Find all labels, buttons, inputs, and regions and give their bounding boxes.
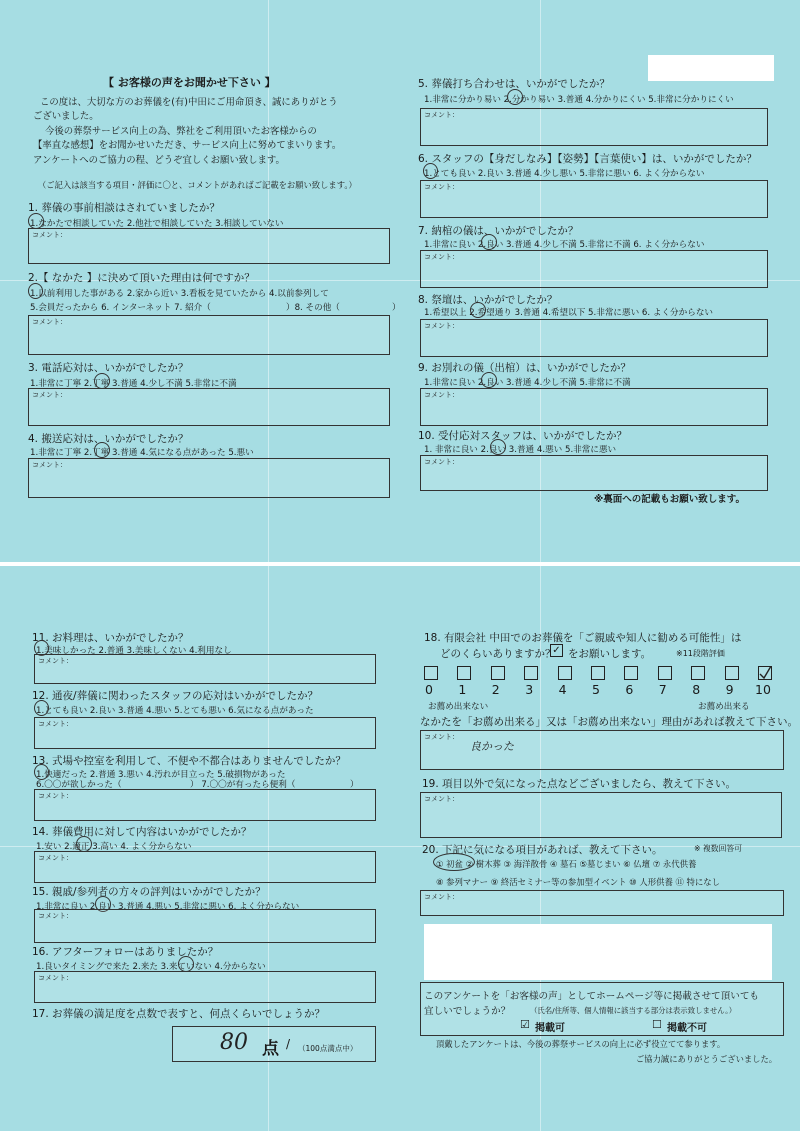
- question-options: ① 初盆 ② 樹木葬 ③ 海洋散骨 ④ 墓石 ⑤墓じまい ⑥ 仏壇 ⑦ 永代供養: [436, 859, 697, 869]
- survey-back-sheet: [0, 566, 800, 1131]
- question-title: 8. 祭壇は、いかがでしたか？: [418, 294, 558, 306]
- publish-question: このアンケートを「お客様の声」としてホームページ等に掲載させて頂いても: [424, 991, 760, 1002]
- comment-box[interactable]: [420, 180, 768, 218]
- question-title: 6. スタッフの【身だしなみ】【姿勢】【言葉使い】は、いかがでしたか？: [418, 153, 757, 165]
- comment-label: コメント：: [424, 322, 459, 330]
- redacted-area: [648, 55, 774, 81]
- intro-line: 【率直な感想】をお聞かせいただき、サービス向上に努めてまいります。: [33, 140, 342, 151]
- reason-answer: 良かった: [470, 740, 514, 753]
- question-options: 1.とても良い 2.良い 3.普通 4.少し悪い 5.非常に悪い 6. よく分からない: [424, 169, 705, 179]
- scale-checkbox-9[interactable]: [725, 666, 739, 680]
- intro-line: この度は、大切な方のお葬儀を(有)中田にご用命頂き、誠にありがとう: [40, 97, 338, 108]
- comment-label: コメント：: [424, 253, 459, 261]
- allow-checkbox[interactable]: ☑: [520, 1018, 530, 1031]
- intro-line: アンケートへのご協力の程、どうぞ宜しくお願い致します。: [33, 155, 285, 166]
- scale-number: 6: [625, 682, 634, 697]
- scale-checkbox-10[interactable]: [758, 666, 772, 680]
- answer-circle: [34, 700, 49, 716]
- question-options: 1.希望以上 2.希望通り 3.普通 4.希望以下 5.非常に悪い 6. よく分からない: [424, 308, 714, 318]
- scale-checkbox-5[interactable]: [591, 666, 605, 680]
- comment-label: コメント：: [424, 391, 459, 399]
- question-title: 2.【 なかた 】に決めて頂いた理由は何ですか？: [28, 272, 255, 284]
- answer-circle: [76, 836, 92, 852]
- question-options: 1.快適だった 2.普通 3.悪い 4.汚れが目立った 5.破損物があった: [36, 770, 286, 780]
- question-title: 15. 親戚/参列者の方々の評判はいかがでしたか？: [32, 886, 266, 898]
- multiple-answer-note: ※ 複数回答可: [694, 844, 742, 853]
- question-title: どのくらいありますか？: [440, 648, 556, 660]
- reason-prompt: なかたを「お薦め出来る」又は「お薦め出来ない」理由があれば教えて下さい。: [420, 716, 798, 728]
- question-options: ⑧ 参列マナー ⑨ 終活セミナー等の参加型イベント ⑩ 人形供養 ⑪ 特になし: [436, 877, 721, 887]
- survey-front-sheet: [0, 0, 800, 562]
- score-unit: 点: [262, 1039, 279, 1059]
- question-title: 9. お別れの儀（出棺）は、いかがでしたか？: [418, 362, 631, 374]
- score-answer: 80: [220, 1030, 248, 1055]
- privacy-note: （氏名/住所等、個人情報に該当する部分は表示致しません。）: [530, 1006, 737, 1015]
- scale-checkbox-3[interactable]: [524, 666, 538, 680]
- question-options: 1.非常に丁寧 2.丁寧 3.普通 4.少し不満 5.非常に不満: [30, 379, 237, 389]
- deny-checkbox[interactable]: ☐: [652, 1018, 662, 1031]
- comment-box[interactable]: [420, 319, 768, 357]
- question-options: ） 7.〇〇が有ったら便利（: [190, 780, 296, 790]
- intro-line: ございました。: [33, 111, 99, 122]
- comment-box[interactable]: [28, 458, 390, 498]
- question-options: 1.非常に良い 2.良い 3.普通 4.少し不満 5.非常に不満 6. よく分からない: [424, 240, 705, 250]
- comment-box[interactable]: [34, 851, 376, 883]
- question-title: 5. 葬儀打ち合わせは、いかがでしたか？: [418, 78, 610, 90]
- question-title: 7. 納棺の儀は、いかがでしたか？: [418, 225, 579, 237]
- scale-checkbox-7[interactable]: [658, 666, 672, 680]
- back-side-note: ※裏面への記載もお願い致します。: [594, 494, 745, 505]
- scale-number: 2: [491, 682, 500, 697]
- comment-label: コメント：: [38, 657, 73, 665]
- question-title: をお願いします。: [568, 648, 652, 660]
- comment-box[interactable]: [420, 792, 782, 838]
- question-options: 1.安い 2.適正 3.高い 4. よく分からない: [36, 842, 192, 852]
- question-title: 17. お葬儀の満足度を点数で表すと、何点くらいでしょうか？: [32, 1008, 326, 1020]
- comment-label: コメント：: [38, 854, 73, 862]
- scale-number: 9: [725, 682, 734, 697]
- comment-box[interactable]: [420, 108, 768, 146]
- question-title: 13. 式場や控室を利用して、不便や不都合はありませんでしたか？: [32, 755, 346, 767]
- deny-label: 掲載不可: [667, 1023, 707, 1034]
- question-options: 1.非常に分かり易い 2.分かり易い 3.普通 4.分かりにくい 5.非常に分かりにくい: [424, 95, 734, 105]
- scale-checkbox-4[interactable]: [558, 666, 572, 680]
- question-title: 10. 受付応対スタッフは、いかがでしたか？: [418, 430, 628, 442]
- comment-label: コメント：: [38, 974, 73, 982]
- footer-thanks: ご協力誠にありがとうございました。: [636, 1054, 778, 1064]
- question-options: 1. 非常に良い 2.良い 3.普通 4.悪い 5.非常に悪い: [424, 445, 617, 455]
- comment-box[interactable]: [34, 789, 376, 821]
- scale-number: 1: [458, 682, 467, 697]
- question-title: 11. お料理は、いかがでしたか？: [32, 632, 189, 644]
- answer-circle: [178, 956, 194, 972]
- intro-line: 今後の葬祭サービス向上の為、弊社をご利用頂いたお客様からの: [45, 126, 317, 137]
- scale-checkbox-1[interactable]: [457, 666, 471, 680]
- question-options: 6.〇〇が欲しかった（: [36, 780, 122, 790]
- question-options: 1.とても良い 2.良い 3.普通 4.悪い 5.とても悪い 6.気になる点があった: [36, 706, 314, 716]
- scale-high-label: お薦め出来る: [698, 702, 750, 712]
- answer-circle: [470, 302, 486, 318]
- answer-circle: [94, 442, 110, 458]
- answer-circle: [94, 373, 110, 389]
- score-slash: /: [286, 1037, 291, 1051]
- scale-checkbox-8[interactable]: [691, 666, 705, 680]
- comment-label: コメント：: [38, 720, 73, 728]
- comment-box[interactable]: [28, 388, 390, 426]
- answer-circle: [423, 163, 438, 179]
- comment-box[interactable]: [34, 717, 376, 749]
- scale-checkbox-0[interactable]: [424, 666, 438, 680]
- comment-label: コメント：: [424, 183, 459, 191]
- comment-label: コメント：: [32, 461, 67, 469]
- footer-note: 頂戴したアンケートは、今後の葬祭サービスの向上に必ず役立てて参ります。: [436, 1039, 726, 1049]
- question-title: 1. 葬儀の事前相談はされていましたか？: [28, 202, 220, 214]
- comment-box[interactable]: [34, 654, 376, 684]
- scale-checkbox-6[interactable]: [624, 666, 638, 680]
- comment-box[interactable]: [28, 228, 390, 264]
- comment-box[interactable]: [420, 890, 784, 916]
- answer-circle: [28, 283, 43, 299]
- question-title: 3. 電話応対は、いかがでしたか？: [28, 362, 189, 374]
- comment-box[interactable]: [420, 388, 768, 426]
- question-options: 5.会員だったから 6. インターネット 7. 紹介（: [30, 303, 211, 313]
- question-options: 1.非常に良い 2.良い 3.普通 4.悪い 5.非常に悪い 6. よく分からない: [36, 902, 300, 912]
- question-title: 14. 葬儀費用に対して内容はいかがでしたか？: [32, 826, 252, 838]
- question-options: 1.非常に丁寧 2.丁寧 3.普通 4.気になる点があった 5.悪い: [30, 448, 254, 458]
- question-options: ）: [392, 303, 401, 313]
- question-options: 1.なかたで相談していた 2.他社で相談していた 3.相談していない: [30, 219, 284, 229]
- question-options: 1.非常に良い 2.良い 3.普通 4.少し不満 5.非常に不満: [424, 378, 631, 388]
- comment-label: コメント：: [424, 893, 459, 901]
- scale-number: 0: [425, 682, 433, 697]
- survey-title: 【 お客様の声をお聞かせ下さい 】: [103, 76, 276, 89]
- answer-circle: [28, 213, 44, 229]
- scale-number: 7: [658, 682, 667, 697]
- scale-number: 4: [558, 682, 567, 697]
- answer-circle: [433, 853, 475, 871]
- question-title: 20. 下記に気になる項目があれば、教えて下さい。: [422, 844, 663, 856]
- allow-label: 掲載可: [535, 1023, 565, 1034]
- comment-label: コメント：: [424, 795, 459, 803]
- scale-number: 5: [592, 682, 600, 697]
- score-max-note: （100点満点中）: [298, 1044, 358, 1053]
- question-title: 16. アフターフォローはありましたか？: [32, 946, 219, 958]
- scale-number: 3: [525, 682, 534, 697]
- comment-label: コメント：: [424, 733, 459, 741]
- question-title: 18. 有限会社 中田でのお葬儀を「ご親戚や知人に勧める可能性」は: [424, 632, 742, 644]
- comment-label: コメント：: [32, 391, 67, 399]
- comment-label: コメント：: [32, 231, 67, 239]
- scale-low-label: お薦め出来ない: [428, 702, 489, 712]
- comment-label: コメント：: [424, 458, 459, 466]
- question-options: 1.良いタイミングで来た 2.来た 3.来ていない 4.分からない: [36, 962, 266, 972]
- answer-circle: [481, 372, 497, 388]
- question-options: ）: [350, 780, 359, 790]
- answer-circle: [490, 439, 506, 455]
- publish-question: 宜しいでしょうか？: [424, 1006, 511, 1017]
- comment-box[interactable]: [28, 315, 390, 355]
- answer-circle: [481, 234, 497, 250]
- comment-box[interactable]: [34, 971, 376, 1003]
- comment-label: コメント：: [38, 792, 73, 800]
- question-title: 19. 項目以外で気になった点などございましたら、教えて下さい。: [422, 778, 737, 790]
- question-title: 12. 通夜/葬儀に関わったスタッフの応対はいかがでしたか？: [32, 690, 318, 702]
- check-icon: ✓: [550, 644, 563, 657]
- question-options: 1.以前利用した事がある 2.家から近い 3.看板を見ていたから 4.以前参列して: [30, 289, 329, 299]
- scale-checkbox-2[interactable]: [491, 666, 505, 680]
- scale-number: 10: [755, 682, 771, 697]
- question-title: 4. 搬送応対は、いかがでしたか？: [28, 433, 189, 445]
- question-options: ）8. その他（: [286, 303, 340, 313]
- question-options: 1.美味しかった 2.普通 3.美味しくない 4.利用なし: [36, 646, 232, 656]
- comment-box[interactable]: [34, 909, 376, 943]
- comment-label: コメント：: [424, 111, 459, 119]
- instruction-note: （ご記入は該当する項目・評価に〇と、コメントがあればご記載をお願い致します。）: [38, 180, 357, 190]
- comment-box[interactable]: [420, 250, 768, 288]
- answer-circle: [507, 89, 523, 105]
- scale-note: ※11段階評価: [676, 649, 725, 658]
- comment-box[interactable]: [420, 455, 768, 491]
- comment-label: コメント：: [38, 912, 73, 920]
- redacted-area: [424, 924, 772, 980]
- scale-number: 8: [692, 682, 701, 697]
- comment-label: コメント：: [32, 318, 67, 326]
